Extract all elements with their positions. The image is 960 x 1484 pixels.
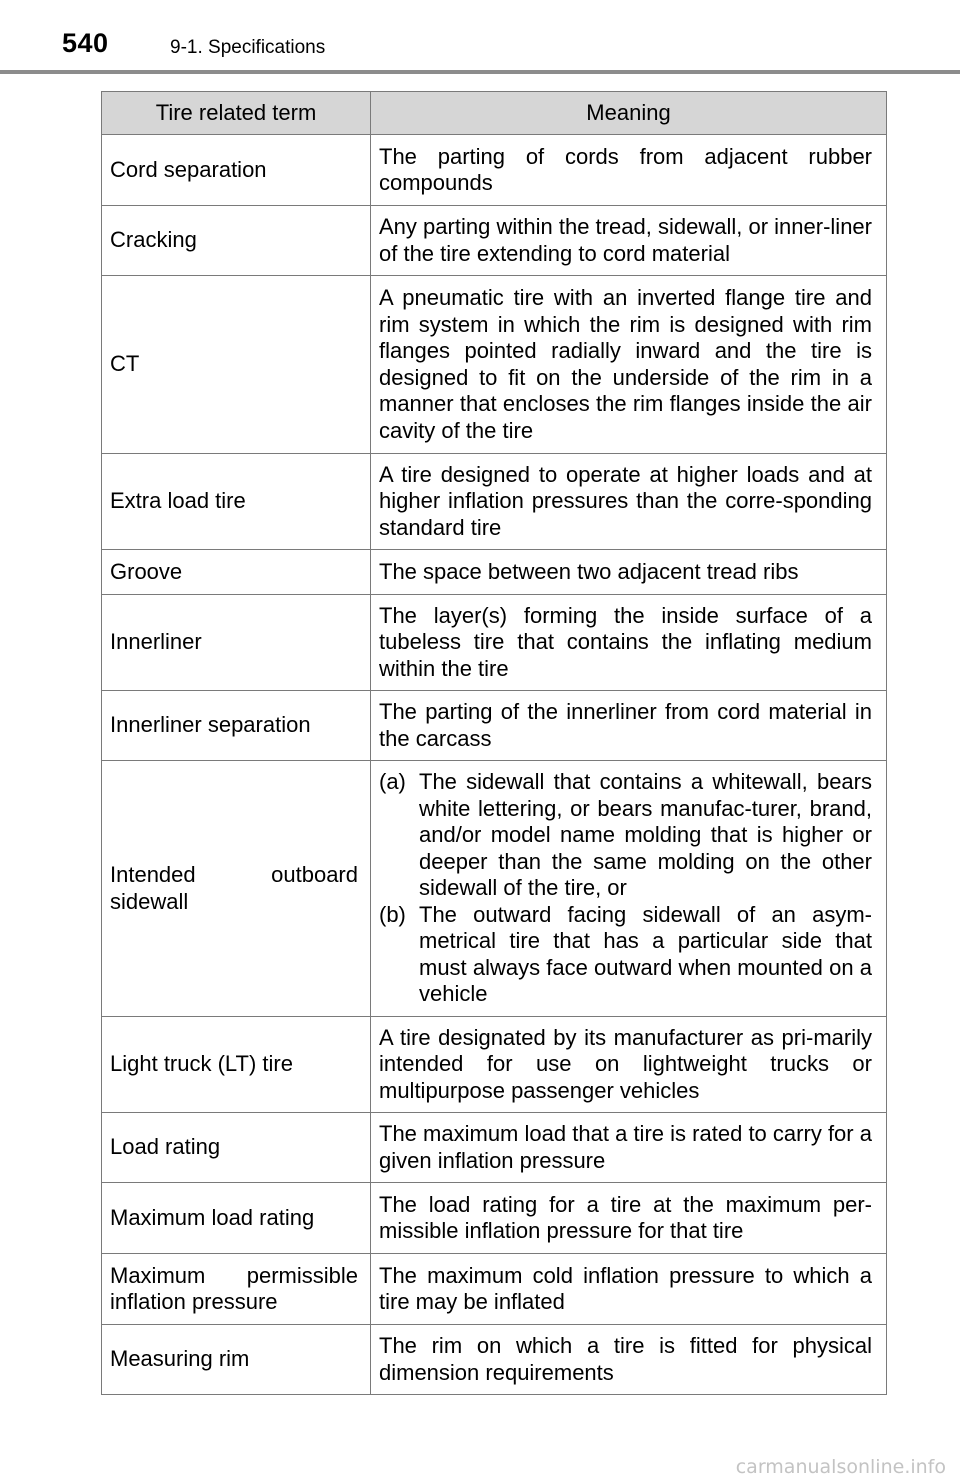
term-cell: Cord separation (102, 135, 371, 206)
meaning-cell: The space between two adjacent tread ribs (371, 550, 887, 595)
meaning-cell: A pneumatic tire with an inverted flange tire and rim system in which the rim is designed with rim flanges pointed radially inward and the tire is designed to fit on the underside of the rim in a manner that encloses the rim flanges inside the air cavity of the tire (371, 276, 887, 454)
table-row (102, 135, 887, 206)
page-header (0, 0, 960, 76)
meaning-cell: The parting of cords from adjacent rubber compounds (371, 135, 887, 206)
term-cell: CT (102, 276, 371, 454)
meaning-cell: The parting of the innerliner from cord material in the carcass (371, 691, 887, 761)
term-cell: Maximum load rating (102, 1183, 371, 1254)
table-row (102, 691, 887, 761)
list-marker: (b) (379, 901, 406, 927)
column-header-meaning: Meaning (371, 92, 887, 135)
section-title: 9-1. Specifications (170, 37, 326, 58)
meaning-list (379, 769, 872, 1008)
term-cell: Extra load tire (102, 454, 371, 550)
term-cell: Innerliner (102, 595, 371, 691)
table-row (102, 1325, 887, 1395)
meaning-cell: A tire designated by its manufacturer as pri-marily intended for use on lightweight trucks or multipurpose passenger vehicles (371, 1017, 887, 1113)
page-number: 540 (62, 28, 109, 58)
list-marker: (a) (379, 769, 406, 795)
term-cell: Measuring rim (102, 1325, 371, 1395)
list-item (379, 769, 872, 902)
list-item-text: The sidewall that contains a whitewall, bears white lettering, or bears manufac-turer, brand, and/or model name molding that is higher or deeper than the same molding on the other sidewall of the tire, or (419, 769, 872, 901)
column-header-term: Tire related term (102, 92, 371, 135)
table-row (102, 206, 887, 276)
meaning-cell: The load rating for a tire at the maximum per-missible inflation pressure for that tire (371, 1183, 887, 1254)
term-cell: Maximum permissible inflation pressure (102, 1254, 371, 1325)
table-row (102, 1113, 887, 1183)
term-cell: Load rating (102, 1113, 371, 1183)
table-row (102, 1017, 887, 1113)
tire-terms-table (101, 91, 887, 1395)
meaning-cell: The layer(s) forming the inside surface of a tubeless tire that contains the inflating medium within the tire (371, 595, 887, 691)
meaning-cell: A tire designed to operate at higher loads and at higher inflation pressures than the corre-sponding standard tire (371, 454, 887, 550)
term-cell: Innerliner separation (102, 691, 371, 761)
meaning-cell: The rim on which a tire is fitted for physical dimension requirements (371, 1325, 887, 1395)
table-row (102, 1254, 887, 1325)
table-row (102, 595, 887, 691)
list-item-text: The outward facing sidewall of an asym-metrical tire that has a particular side that must always face outward when mounted on a vehicle (419, 901, 872, 1007)
meaning-cell: Any parting within the tread, sidewall, or inner-liner of the tire extending to cord material (371, 206, 887, 276)
meaning-cell: The maximum load that a tire is rated to carry for a given inflation pressure (371, 1113, 887, 1183)
term-cell: Intended outboard sidewall (102, 761, 371, 1017)
term-cell: Groove (102, 550, 371, 595)
table-row (102, 276, 887, 454)
watermark-text: carmanualsonline.info (735, 1456, 946, 1478)
meaning-cell: The maximum cold inflation pressure to which a tire may be inflated (371, 1254, 887, 1325)
table-row (102, 1183, 887, 1254)
table-row (102, 550, 887, 595)
table-row (102, 761, 887, 1017)
header-rule (0, 70, 960, 74)
table-header-row (102, 92, 887, 135)
list-item (379, 902, 872, 1008)
table-row (102, 454, 887, 550)
term-cell: Light truck (LT) tire (102, 1017, 371, 1113)
term-cell: Cracking (102, 206, 371, 276)
meaning-cell (371, 761, 887, 1017)
